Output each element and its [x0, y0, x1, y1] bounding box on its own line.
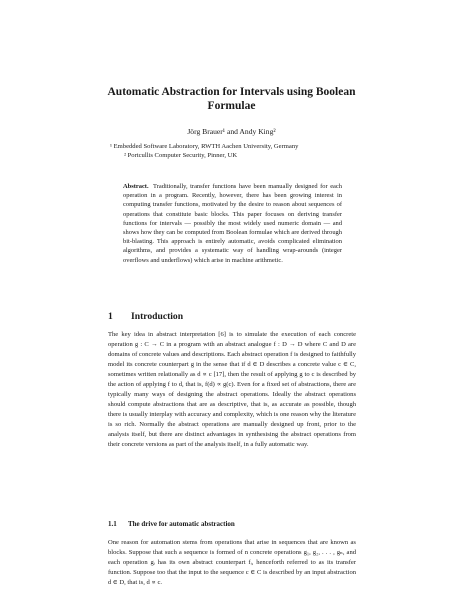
affiliations — [110, 142, 370, 160]
subsection-heading — [108, 520, 235, 528]
authors: Jörg Brauer¹ and Andy King² — [187, 127, 276, 136]
subsection-number: 1.1 — [108, 520, 117, 528]
abstract-text: Traditionally, transfer functions have been manually designed for each operation in a program. Recently, however, there has been growing interest in computing transfer functions, motivated by the desire to reason about sequences of operations that constitute basic blocks. This paper focuses on deriving transfer functions for intervals — possibly the most widely used numeric domain — and shows how they can be computed from Boolean formulae which are derived through bit-blasting. This approach is entirely automatic, avoids complicated elimination algorithms, and provides a systematic way of handling wrap-arounds (integer overflows and underflows) which arise in machine arithmetic. — [123, 183, 342, 264]
intro-paragraph: The key idea in abstract interpretation [6] is to simulate the execution of each concrete operation g : C → C in a program with an abstract analogue f : D → D where C and D are domains of concrete values and descriptions. Each abstract operation f is designed to faithfully model its concrete counterpart g in the sense that if d ∈ D describes a concrete value c ∈ C, sometimes written relationally as d ∝ c [17], then the result of applying g to c is described by the action of applying f to d, that is, f(d) ∝ g(c). Even for a fixed set of abstractions, there are typically many ways of designing the abstract operations. Ideally the abstract operations should compute abstractions that are as descriptive, that is, as accurate as possible, though there is usually interplay with accuracy and complexity, which is one reason why the literature is so rich. Normally the abstract operations are manually designed up front, prior to the analysis itself, but there are distinct advantages in synthesising the abstract operations from their concrete versions as part of the analysis itself, in a fully automatic way. — [108, 331, 356, 448]
subsection-paragraph: One reason for automation stems from operations that arise in sequences that are known as blocks. Suppose that such a sequence is formed of n concrete operations g₁, g₂, . . . , gₙ, and each operation gᵢ has its own abstract counterpart fᵢ, henceforth referred to as its transfer function. Suppose too that the input to the sequence c ∈ C is described by an input abstraction d ∈ D, that is, d ∝ c. — [108, 539, 356, 586]
intro-body — [108, 330, 356, 450]
section-heading — [108, 311, 183, 322]
affiliation-2: ² Portcullis Computer Security, Pinner, UK — [124, 152, 238, 159]
subsection-title: The drive for automatic abstraction — [128, 520, 235, 528]
affiliation-1: ¹ Embedded Software Laboratory, RWTH Aachen University, Germany — [110, 143, 299, 150]
section-number: 1 — [108, 311, 113, 322]
paper-title: Automatic Abstraction for Intervals using Boolean Formulae — [107, 86, 356, 112]
abstract-label: Abstract. — [123, 183, 149, 190]
section-title: Introduction — [131, 311, 184, 322]
abstract — [123, 182, 342, 265]
subsection-body — [108, 538, 356, 588]
